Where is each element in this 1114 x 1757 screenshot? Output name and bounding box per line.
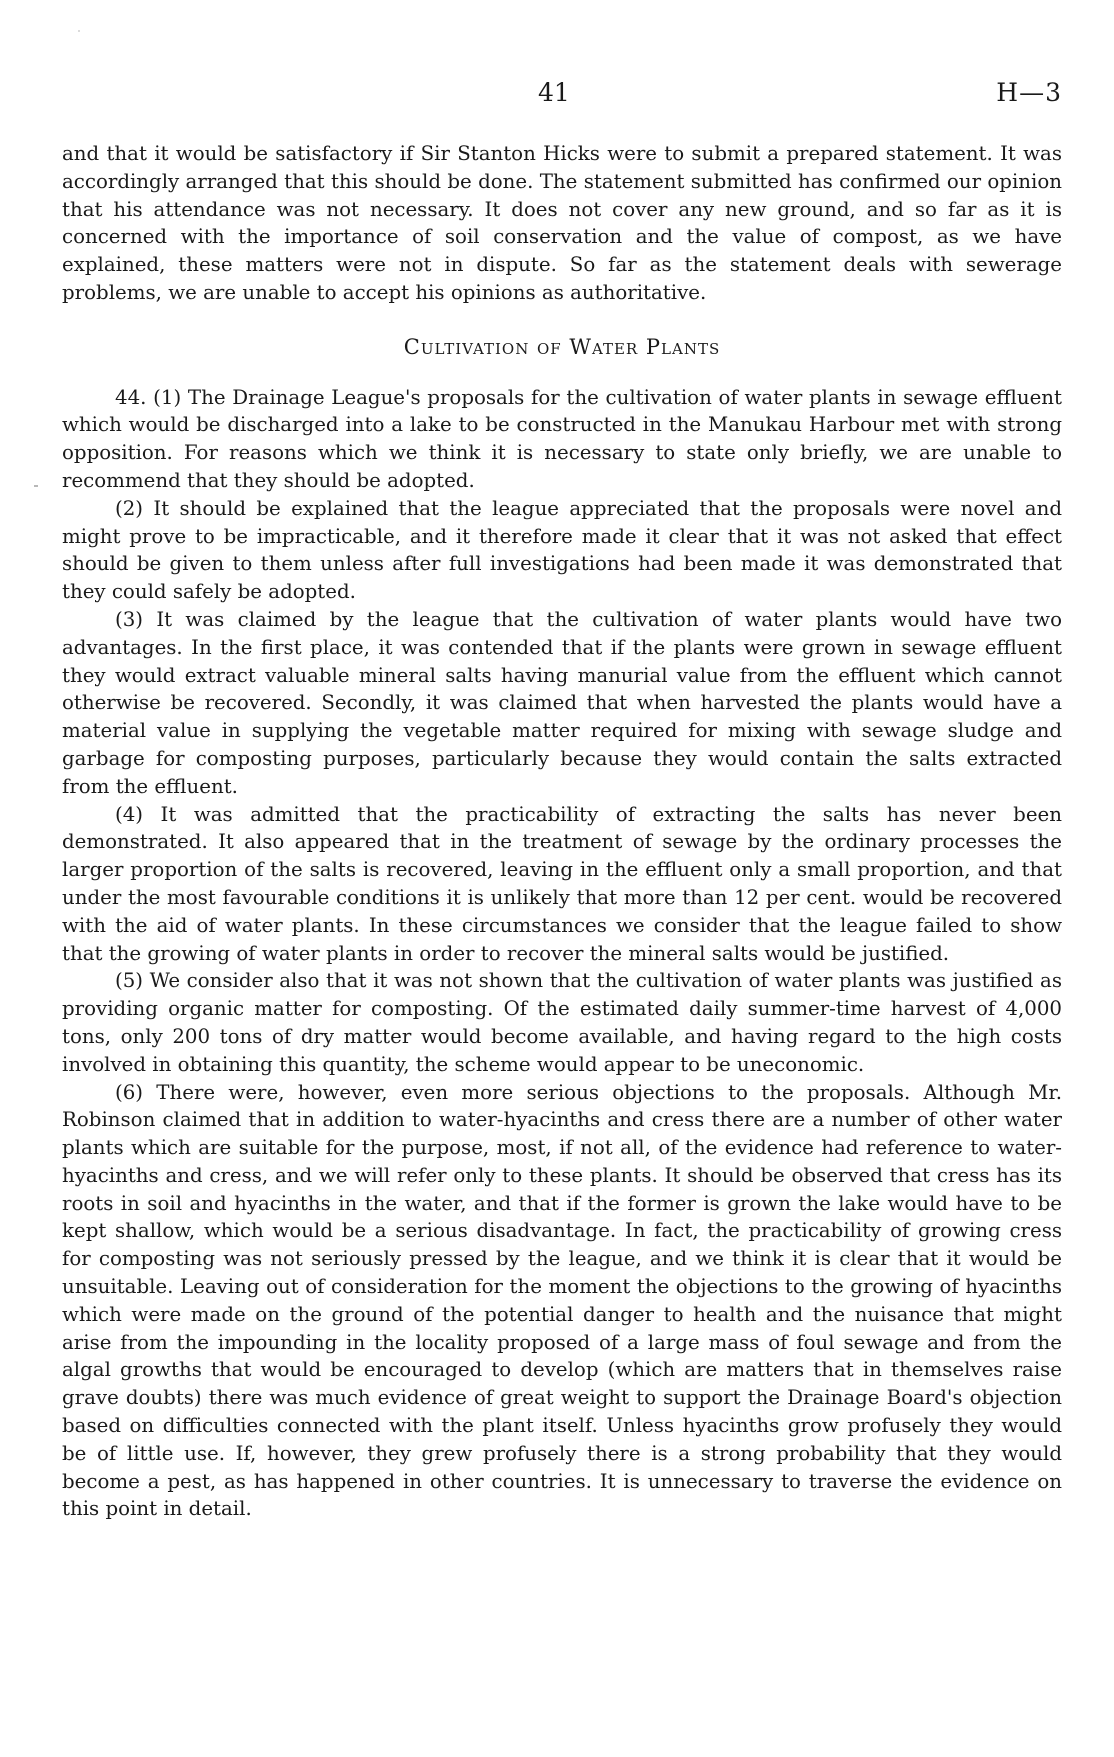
paragraph-44-6: (6) There were, however, even more serious objections to the proposals. Although Mr. Robinson claimed that in addition to water-hyacinths and cress there are a number of other water plants which are suitable for the purpose, most, if not all, of the evidence had reference to water-hyacinths and cress, and we will refer only to these plants. It should be observed that cress has its roots in soil and hyacinths in the water, and that if the former is grown the lake would have to be kept shallow, which would be a serious disadvantage. In fact, the practicability of growing cress for composting was not seriously pressed by the league, and we think it is clear that it would be unsuitable. Leaving out of consideration for the moment the objections to the growing of hyacinths which were made on the ground of the potential danger to health and the nuisance that might arise from the impounding in the locality proposed of a large mass of foul sewage and from the algal growths that would be encouraged to develop (which are matters that in themselves raise grave doubts) there was much evidence of great weight to support the Drainage Board's objection based on difficulties connected with the plant itself. Unless hyacinths grow profusely they would be of little use. If, however, they grew profusely there is a strong probability that they would become a pest, as has happened in other countries. It is unnecessary to traverse the evidence on this point in detail. [62, 1080, 1062, 1521]
document-body [62, 140, 1062, 1523]
intro-paragraph: and that it would be satisfactory if Sir Stanton Hicks were to submit a prepared statement. It was accordingly arranged that this should be done. The statement submitted has confirmed our opinion that his attendance was not necessary. It does not cover any new ground, and so far as it is concerned with the importance of soil conservation and the value of compost, as we have explained, these matters were not in dispute. So far as the statement deals with sewerage problems, we are unable to accept his opinions as authoritative. [62, 142, 1062, 304]
paragraph-44-5: (5) We consider also that it was not shown that the cultivation of water plants was justified as providing organic matter for composting. Of the estimated daily summer-time harvest of 4,000 tons, only 200 tons of dry matter would become available, and having regard to the high costs involved in obtaining this quantity, the scheme would appear to be uneconomic. [62, 969, 1062, 1076]
page-number: 41 [538, 78, 570, 107]
paragraph-44-2: (2) It should be explained that the league appreciated that the proposals were novel and might prove to be impracticable, and it therefore made it clear that it was not asked that effect should be given to them unless after full investigations had been made it was demonstrated that they could safely be adopted. [62, 496, 1062, 604]
paper-reference: H—3 [996, 78, 1062, 107]
section-heading: Cultivation of Water Plants [403, 334, 721, 359]
paragraph-44-1: 44. (1) The Drainage League's proposals for the cultivation of water plants in sewage effluent which would be discharged into a lake to be constructed in the Manukau Harbour met with strong opposition. For reasons which we think it is necessary to state only briefly, we are unable to recommend that they should be adopted. [62, 385, 1062, 492]
paragraph-44-3: (3) It was claimed by the league that the cultivation of water plants would have two advantages. In the first place, it was contended that if the plants were grown in sewage effluent they would extract valuable mineral salts having manurial value from the effluent which cannot otherwise be recovered. Secondly, it was claimed that when harvested the plants would have a material value in supplying the vegetable matter required for mixing with sewage sludge and garbage for composting purposes, particularly because they would contain the salts extracted from the effluent. [62, 607, 1062, 798]
paragraph-44-4: (4) It was admitted that the practicability of extracting the salts has never been demonstrated. It also appeared that in the treatment of sewage by the ordinary processes the larger proportion of the salts is recovered, leaving in the effluent only a small proportion, and that under the most favourable conditions it is unlikely that more than 12 per cent. would be recovered with the aid of water plants. In these circumstances we consider that the league failed to show that the growing of water plants in order to recover the mineral salts would be justified. [62, 802, 1062, 965]
page-header [0, 78, 1114, 118]
scan-speck [34, 485, 38, 487]
scan-speck [78, 30, 80, 32]
